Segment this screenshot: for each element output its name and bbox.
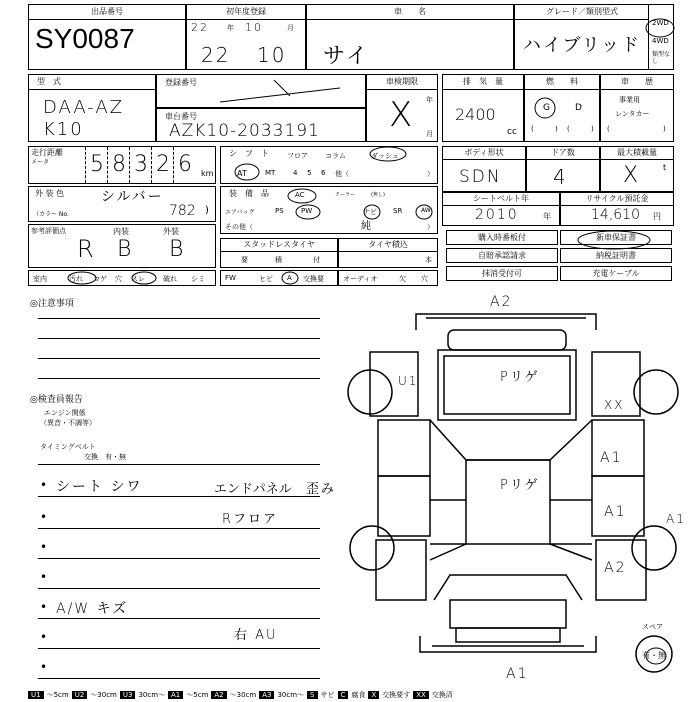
recycle-value: 14,610 [591,207,640,223]
equipment-label: 装 備 品 [229,189,269,198]
exterior-label: 外装 [163,227,179,236]
registration-label: 登録番号 [165,78,197,87]
mark-fender-right: A1 [600,450,623,466]
legend-item: ～5cm [46,691,69,699]
equip-pw: PW [301,207,313,215]
legend-item: U2 [72,691,88,699]
equip-ac: AC [295,191,305,199]
legend-item: A2 [211,691,226,699]
grade-value: ハイブリッド [523,35,642,56]
audio-label: オーディオ [343,275,378,283]
timing-sublabel: 交換 有・無 [84,453,126,461]
shift-floor: フロア [287,152,308,160]
mark-right-edge: A1 [666,512,686,526]
legend-item: U3 [120,691,136,699]
lot-number: SY0087 [35,23,135,54]
audio-missing: 欠 [399,275,406,283]
remark-seat: シート シワ [56,479,143,495]
recycle-label: リサイクル預託金 [561,193,673,206]
audio-hole: 穴 [421,275,428,283]
cond-stain: シミ [191,275,205,283]
mark-rear-door: A1 [604,504,627,520]
spare-value: 有・無 [642,651,666,660]
legend-item: XX [413,691,429,699]
checklist-item: 購入時番板付 [446,230,558,245]
shift-4: 4 [293,169,298,177]
tire-count-label: タイヤ積込 [339,239,437,252]
mark-front-right: XX [604,398,625,412]
doors-label: ドア数 [527,147,599,160]
grade-label: グレード／類別型式 [515,5,649,20]
legend-item: S [307,691,317,699]
note-end-panel: エンドパネル [214,482,292,497]
fw-label: FW [225,274,236,282]
legend-item: サビ [320,691,335,699]
shift-column: コラム [325,152,346,160]
equip-ps: PS [275,207,284,215]
cond-scuff: スレ [131,275,145,283]
note-distortion: 歪み [306,482,337,497]
body-type-value: SDN [459,167,502,187]
color-close: ) [205,205,209,216]
equip-none: (無し) [371,192,385,198]
score-label: 参考評価点 [31,227,66,235]
inspection-label: 車検期限 [367,75,437,90]
notes-title: ◎注意事項 [30,299,74,309]
legend-item: A1 [168,691,183,699]
fw-replace: 交換要 [303,275,324,283]
mark-quarter: A2 [604,560,627,576]
mark-roof: Pリゲ [500,478,540,493]
color-label: 外 装 色 [35,189,65,198]
chassis-number: AZK10-2033191 [169,121,320,141]
lot-label: 出品番号 [29,5,185,20]
checklist-item: 抹消受付可 [446,266,558,281]
body-type-label: ボディ形状 [443,147,525,160]
first-reg-year-printed: 22 [191,21,209,34]
fw-a: A [287,274,292,282]
history-commercial: 事業用 [619,96,640,104]
equip-navi: ナビ [363,208,377,216]
mileage-digit: 2 [151,147,174,183]
displacement-label: 排 気 量 [443,75,523,90]
mark-top: A2 [490,294,513,310]
shift-other-close: ） [427,170,434,178]
legend-item: ～30cm [229,691,257,699]
equip-cooler: クーラー [335,192,356,198]
mark-front-left: U1 [398,374,419,388]
color-value: シルバー [101,189,164,205]
mileage-digit: 5 [85,147,108,183]
option-2wd: 2WD [652,19,669,27]
option-4wd: 4WD [652,37,669,45]
recycle-unit: 円 [653,212,661,221]
fuel-diesel: D [575,103,582,113]
spare-label: スペア [642,623,663,631]
capacity-value: X [623,163,641,188]
capacity-label: 最大積載量 [601,147,673,160]
damage-legend [28,690,456,702]
mileage-digit: 8 [107,147,130,183]
displacement-unit: cc [507,127,517,137]
year-unit: 年 [227,24,234,32]
legend-item: ～5cm [186,691,209,699]
color-number-label: （カラー No. [33,211,69,218]
model-label: 型 式 [29,75,155,90]
checklist-item: 納税証明書 [560,248,672,263]
month-unit: 月 [287,24,294,32]
interior-cond-label: 室内 [33,275,47,283]
shift-label: シ フ ト [229,149,269,158]
first-registration-label: 初年度登録 [187,5,305,20]
mileage-unit: km [201,169,214,178]
equip-airbag: エアバッグ [225,209,255,216]
shift-dash: ダッシュ [371,152,399,160]
cond-hole: 穴 [115,275,122,283]
doors-value: 4 [553,165,568,189]
equip-other: その他（ [225,223,253,231]
note-right-au: 右 AU [234,628,278,643]
checklist-item: 自賠承認請求 [446,248,558,263]
timing-label: タイミングベルト [40,443,96,451]
studless-attach: 付 [313,256,320,264]
fuel-label: 燃 料 [525,75,599,90]
checklist-item: 新車保証書 [560,230,672,245]
shift-at: AT [237,169,247,178]
mileage-digit: 6 [173,147,196,183]
engine-sublabel: （異音・不調等） [40,419,96,427]
mark-hood: Pリゲ [500,370,540,385]
interior-label: 内装 [113,227,129,236]
chassis-label: 車台番号 [165,112,197,121]
mileage-meter-label: メータ [31,159,50,166]
shift-6: 6 [321,169,326,177]
equip-aw: AW [421,207,431,214]
legend-item: 30cm～ [277,691,305,699]
color-code: 782 [169,203,196,219]
legend-item: 腐食 [351,691,366,699]
shift-mt: MT [265,169,276,177]
history-paren-2: ) [663,125,666,133]
score-value: R [77,235,96,263]
engine-label: エンジン関係 [44,409,86,417]
legend-item: 交換要す [382,691,411,699]
first-reg-month: 10 [257,43,287,67]
seatbelt-label: シートベルト年 [443,193,559,206]
mark-rear: A1 [506,666,529,682]
displacement-value: 2400 [455,105,496,124]
inspector-title: ◎検査員報告 [30,395,83,405]
legend-item: X [368,691,379,699]
studless-need: 要 [241,256,248,264]
seatbelt-unit: 年 [543,212,551,221]
legend-item: U1 [28,691,44,699]
mileage-label: 走行距離 [31,148,63,157]
fuel-paren-1: ( [531,125,534,133]
cond-dirty: 汚れ [69,275,83,283]
exterior-score: B [169,237,186,262]
tire-count-unit: 本 [425,256,432,264]
inspection-year-unit: 年 [426,96,433,104]
interior-score: B [117,237,134,262]
legend-item: C [338,691,349,699]
history-rental: レンタカー [615,110,650,118]
fuel-paren-4: ) [591,125,594,133]
car-name: サイ [323,44,370,69]
car-name-label: 車 名 [307,5,513,20]
equip-other-close: ） [427,223,434,231]
capacity-unit: t [663,163,667,172]
shift-5: 5 [307,169,312,177]
seatbelt-value: 2010 [475,207,519,223]
option-type-none: 類型なし [652,51,671,65]
legend-item: 30cm～ [138,691,166,699]
fuel-gasoline: G [543,103,550,113]
shift-other: 他（ [335,170,349,178]
first-reg-year: 22 [201,43,231,67]
inspection-value: X [389,95,415,135]
cond-burn: コゲ [93,275,107,283]
studless-load: 積 [275,256,282,264]
model-value: DAA-AZK10 [43,97,125,140]
legend-item: ～30cm [90,691,117,699]
studless-label: スタッドレスタイヤ [221,239,337,252]
checklist-item: 充電ケーブル [560,266,672,281]
cond-tear: 破れ [163,275,177,283]
fw-crack: ヒビ [259,275,273,283]
equip-sr: SR [393,207,403,215]
legend-item: A3 [259,691,274,699]
remark-aw: A/W キズ [56,601,129,617]
first-reg-month-printed: 10 [245,21,263,34]
history-label: 車 歴 [601,75,673,90]
fuel-paren-3: ( [567,125,570,133]
history-paren-1: ( [607,125,610,133]
note-r-floor: Rフロア [222,512,279,527]
fuel-paren-2: ) [555,125,558,133]
navi-note: 純 [361,221,373,232]
legend-item: 交換済 [431,691,453,699]
inspection-month-unit: 月 [426,130,433,138]
mileage-digit: 3 [129,147,152,183]
